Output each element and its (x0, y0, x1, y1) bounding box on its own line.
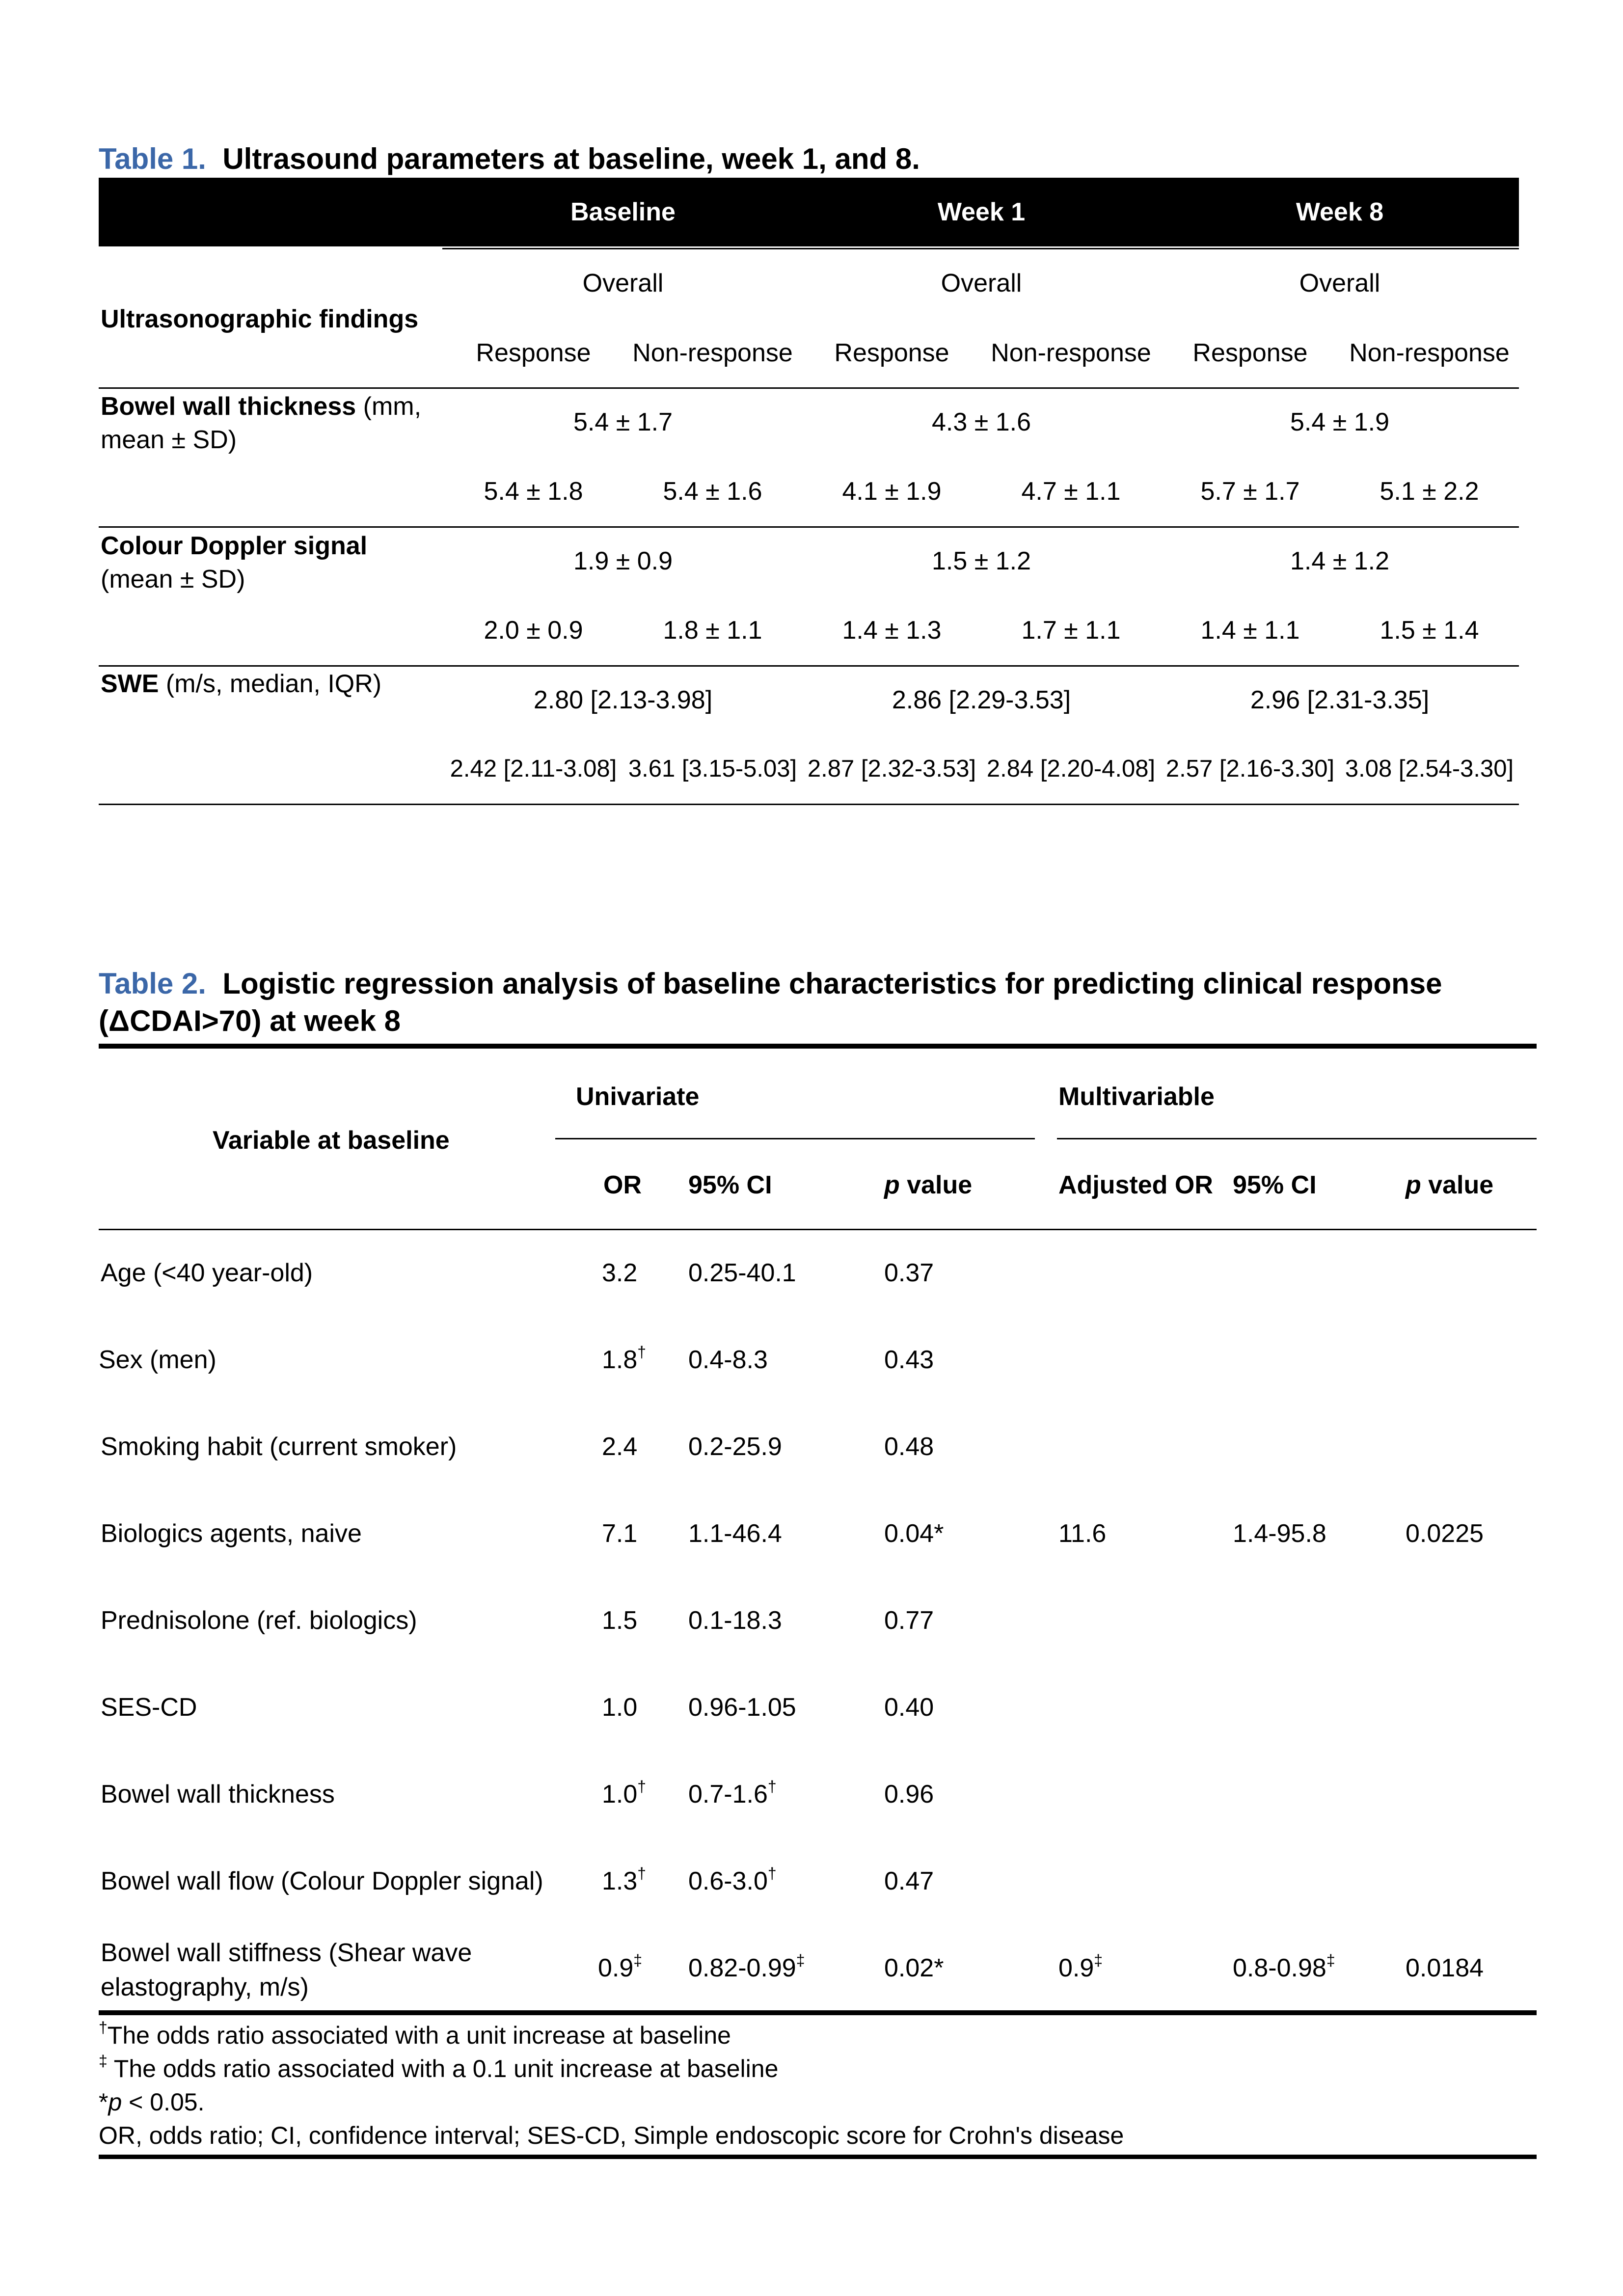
t2-row-1-or (602, 1345, 646, 1375)
t2-row-7-or-sup: † (637, 1864, 647, 1882)
t2-row-4-ci-val: 0.1-18.3 (688, 1606, 782, 1635)
t2-footnote-2-sup: ‡ (99, 2052, 108, 2070)
t2-footnote-rule (99, 2155, 1537, 2159)
t2-row-2-ci-val: 0.2-25.9 (688, 1432, 782, 1461)
t1-swe-nonresp-week8: 3.08 [2.54-3.30] (1345, 756, 1514, 782)
t2-row-2-or (602, 1432, 637, 1461)
t2-row-3-ci-val: 1.1-46.4 (688, 1519, 782, 1548)
t1-cds-overall-week8: 1.4 ± 1.2 (1290, 547, 1389, 575)
t2-row-7-variable: Bowel wall flow (Colour Doppler signal) (101, 1867, 543, 1895)
t1-swe-resp-week8: 2.57 [2.16-3.30] (1165, 756, 1335, 782)
t1-response-baseline: Response (476, 339, 591, 367)
t2-row-5-or (602, 1693, 637, 1722)
t2-row-7-ci (688, 1866, 777, 1896)
t2-bottom-rule (99, 2010, 1537, 2015)
t2-footnote-2 (99, 2052, 778, 2085)
t2-row-3-ci (688, 1519, 782, 1548)
t2-row-0-variable: Age (<40 year-old) (101, 1259, 313, 1287)
t1-row-swe-rest: (m/s, median, IQR) (159, 670, 382, 698)
t2-multivariable-rule (1057, 1138, 1537, 1139)
t2-row-0-ci (688, 1258, 796, 1288)
t2-col-p (884, 1170, 972, 1200)
t2-row-6-or-val: 1.0 (602, 1780, 638, 1809)
t2-col-aor: Adjusted OR (1058, 1171, 1213, 1199)
t1-row-bwt-bold: Bowel wall thickness (101, 392, 356, 421)
t2-row-1-p: 0.43 (884, 1346, 934, 1374)
t2-row-3-or-val: 7.1 (602, 1519, 638, 1548)
t2-variable-header: Variable at baseline (213, 1126, 450, 1155)
t2-row-1-ci (688, 1345, 768, 1375)
table2-label: Table 2. (99, 967, 206, 1000)
t2-footnote-1 (99, 2019, 731, 2052)
t2-row-8-aci (1233, 1953, 1335, 1983)
t1-nonresponse-week1: Non-response (991, 339, 1151, 367)
t2-row-0-or-val: 3.2 (602, 1259, 638, 1287)
t2-footnote-3-p: p (108, 2088, 122, 2116)
t1-cds-overall-baseline: 1.9 ± 0.9 (573, 547, 673, 575)
t2-row-3-aor (1058, 1519, 1106, 1548)
t2-row-8-ci-val: 0.82-0.99 (688, 1954, 796, 1982)
t1-row-header: Ultrasonographic findings (101, 305, 419, 333)
t1-response-week1: Response (834, 339, 949, 367)
t2-row-7-p: 0.47 (884, 1867, 934, 1895)
table2-title-line2: (ΔCDAI>70) at week 8 (99, 1004, 401, 1037)
t2-row-1-or-sup: † (637, 1343, 647, 1361)
t1-row-bwt-label (101, 390, 425, 457)
t1-bwt-nonresp-week8: 5.1 ± 2.2 (1380, 477, 1479, 506)
t2-header-rule (99, 1229, 1537, 1230)
t1-bwt-resp-week1: 4.1 ± 1.9 (842, 477, 942, 506)
t1-swe-overall-week1: 2.86 [2.29-3.53] (892, 686, 1071, 714)
t2-row-6-or (602, 1780, 646, 1809)
t2-row-8-p: 0.02* (884, 1954, 944, 1982)
t1-cds-resp-week1: 1.4 ± 1.3 (842, 616, 942, 645)
t2-row-2-variable: Smoking habit (current smoker) (101, 1432, 457, 1461)
t2-row-0-ci-val: 0.25-40.1 (688, 1259, 796, 1287)
t1-overall-baseline: Overall (582, 269, 664, 297)
t1-cds-nonresp-baseline: 1.8 ± 1.1 (663, 616, 762, 645)
t2-row-6-ci-sup: † (767, 1778, 777, 1795)
t2-footnote-2-text: The odds ratio associated with a 0.1 unit increase at baseline (107, 2055, 779, 2082)
t2-row-5-ci-val: 0.96-1.05 (688, 1693, 796, 1722)
t2-col-ap-rest: value (1421, 1171, 1494, 1199)
t2-row-6-ci (688, 1780, 777, 1809)
t2-footnote-3-star: * (99, 2088, 108, 2116)
t2-row-6-p: 0.96 (884, 1780, 934, 1809)
t1-nonresponse-baseline: Non-response (632, 339, 793, 367)
t2-row-2-or-val: 2.4 (602, 1432, 638, 1461)
t2-row-2-p: 0.48 (884, 1432, 934, 1461)
t1-cds-nonresp-week1: 1.7 ± 1.1 (1021, 616, 1121, 645)
table1-caption (99, 140, 920, 178)
t2-row-8-variable-line2: elastography, m/s) (101, 1973, 309, 2001)
t2-row-3-aci-val: 1.4-95.8 (1233, 1519, 1326, 1548)
t2-row-8-aor (1058, 1953, 1103, 1983)
t1-swe-overall-baseline: 2.80 [2.13-3.98] (533, 686, 713, 714)
t1-cds-resp-week8: 1.4 ± 1.1 (1200, 616, 1300, 645)
table2-caption (99, 965, 1442, 1040)
t1-swe-resp-week1: 2.87 [2.32-3.53] (807, 756, 976, 782)
t2-col-ap-italic: p (1406, 1171, 1421, 1199)
t2-row-5-p: 0.40 (884, 1693, 934, 1722)
t2-row-3-or (602, 1519, 637, 1548)
t1-rule-3 (99, 665, 1519, 667)
t1-row-cds-rest: (mean ± SD) (101, 565, 245, 594)
t2-footnote-3-text: < 0.05. (122, 2088, 205, 2116)
t1-row-swe-label (101, 667, 439, 701)
t2-col-aci: 95% CI (1233, 1171, 1317, 1199)
t1-bwt-resp-week8: 5.7 ± 1.7 (1200, 477, 1300, 506)
t1-rule-1 (99, 387, 1519, 389)
t2-row-8-aor-sup: ‡ (1094, 1951, 1103, 1969)
t2-row-7-ci-val: 0.6-3.0 (688, 1867, 768, 1895)
t2-col-p-rest: value (899, 1171, 973, 1199)
t2-row-3-p: 0.04* (884, 1519, 944, 1548)
table1-label: Table 1. (99, 142, 206, 175)
t1-overall-week8: Overall (1299, 269, 1380, 297)
t2-row-3-aor-val: 11.6 (1058, 1519, 1107, 1548)
t1-header-baseline: Baseline (570, 198, 676, 226)
t1-row-bwt-rest: (mm, mean ± SD) (101, 392, 422, 454)
t2-row-4-or (602, 1606, 637, 1635)
t2-row-4-or-val: 1.5 (602, 1606, 638, 1635)
t2-row-7-or-val: 1.3 (602, 1867, 638, 1895)
t2-row-1-variable: Sex (men) (99, 1346, 216, 1374)
t2-row-7-or (602, 1866, 646, 1896)
t2-col-ci: 95% CI (688, 1171, 772, 1199)
t2-row-8-ci (688, 1953, 805, 1983)
t1-rule-2 (99, 526, 1519, 528)
t2-footnote-4: OR, odds ratio; CI, confidence interval; SES-CD, Simple endoscopic score for Crohn's disease (99, 2122, 1124, 2149)
t1-cds-resp-baseline: 2.0 ± 0.9 (484, 616, 583, 645)
table2-title-line1: Logistic regression analysis of baseline characteristics for predicting clinical response (222, 967, 1442, 1000)
t2-row-6-variable: Bowel wall thickness (101, 1780, 335, 1809)
t1-cds-overall-week1: 1.5 ± 1.2 (931, 547, 1031, 575)
t1-row-cds-label (101, 529, 434, 596)
t2-row-2-ci (688, 1432, 782, 1461)
t2-row-8-aci-sup: ‡ (1326, 1951, 1335, 1969)
t2-row-8-variable (101, 1936, 472, 2004)
t1-bwt-nonresp-week1: 4.7 ± 1.1 (1021, 477, 1121, 506)
t1-swe-nonresp-baseline: 3.61 [3.15-5.03] (628, 756, 797, 782)
t2-row-5-ci (688, 1693, 796, 1722)
t2-univariate-header: Univariate (576, 1082, 700, 1111)
t2-row-4-variable: Prednisolone (ref. biologics) (101, 1606, 417, 1635)
t2-multivariable-header: Multivariable (1058, 1082, 1215, 1111)
t1-header-week1: Week 1 (937, 198, 1026, 226)
t1-bwt-overall-baseline: 5.4 ± 1.7 (573, 408, 673, 436)
t1-bwt-resp-baseline: 5.4 ± 1.8 (484, 477, 583, 506)
t1-bwt-overall-week8: 5.4 ± 1.9 (1290, 408, 1389, 436)
t2-row-6-or-sup: † (637, 1778, 647, 1795)
t1-nonresponse-week8: Non-response (1349, 339, 1510, 367)
t2-col-ap (1406, 1170, 1493, 1200)
t2-row-8-ap: 0.0184 (1406, 1954, 1484, 1982)
t2-footnote-1-sup: † (99, 2019, 108, 2036)
t2-footnote-1-text: The odds ratio associated with a unit increase at baseline (107, 2022, 731, 2049)
t1-swe-resp-baseline: 2.42 [2.11-3.08] (450, 756, 617, 782)
table1-title: Ultrasound parameters at baseline, week 1, and 8. (222, 142, 920, 175)
t2-row-3-variable: Biologics agents, naive (101, 1519, 362, 1548)
t2-row-8-aci-val: 0.8-0.98 (1233, 1954, 1326, 1982)
t1-overall-week1: Overall (941, 269, 1022, 297)
t2-top-rule (99, 1044, 1537, 1049)
t1-swe-nonresp-week1: 2.84 [2.20-4.08] (986, 756, 1156, 782)
t2-row-3-aci (1233, 1519, 1326, 1548)
t2-col-or: OR (603, 1171, 642, 1199)
t1-response-week8: Response (1192, 339, 1308, 367)
t2-row-8-aor-val: 0.9 (1058, 1954, 1094, 1982)
t2-row-5-variable: SES-CD (101, 1693, 197, 1722)
t2-row-0-or (602, 1258, 637, 1288)
t2-row-1-or-val: 1.8 (602, 1346, 638, 1374)
t1-cds-nonresp-week8: 1.5 ± 1.4 (1380, 616, 1479, 645)
t1-row-swe-bold: SWE (101, 670, 159, 698)
t2-row-8-or-val: 0.9 (598, 1954, 634, 1982)
t2-row-3-ap: 0.0225 (1406, 1519, 1484, 1548)
t2-row-8-or-sup: ‡ (633, 1951, 643, 1969)
t2-row-4-ci (688, 1606, 782, 1635)
t2-row-8-variable-line1: Bowel wall stiffness (Shear wave (101, 1939, 472, 1967)
t2-row-8-ci-sup: ‡ (796, 1951, 805, 1969)
t2-row-7-ci-sup: † (767, 1864, 777, 1882)
t2-row-5-or-val: 1.0 (602, 1693, 638, 1722)
t2-row-1-ci-val: 0.4-8.3 (688, 1346, 768, 1374)
t1-bwt-overall-week1: 4.3 ± 1.6 (931, 408, 1031, 436)
t1-row-cds-bold: Colour Doppler signal (101, 532, 368, 560)
t2-row-8-or (598, 1953, 642, 1983)
t2-col-p-italic: p (884, 1171, 900, 1199)
t2-row-0-p: 0.37 (884, 1259, 934, 1287)
t1-bwt-nonresp-baseline: 5.4 ± 1.6 (663, 477, 762, 506)
t2-univariate-rule (555, 1138, 1035, 1139)
t2-footnote-3 (99, 2085, 204, 2119)
t1-rule-bottom (99, 804, 1519, 805)
t2-row-6-ci-val: 0.7-1.6 (688, 1780, 768, 1809)
t1-header-week8: Week 8 (1296, 198, 1384, 226)
t1-swe-overall-week8: 2.96 [2.31-3.35] (1250, 686, 1430, 714)
t1-header-rule (442, 248, 1519, 249)
t2-row-4-p: 0.77 (884, 1606, 934, 1635)
